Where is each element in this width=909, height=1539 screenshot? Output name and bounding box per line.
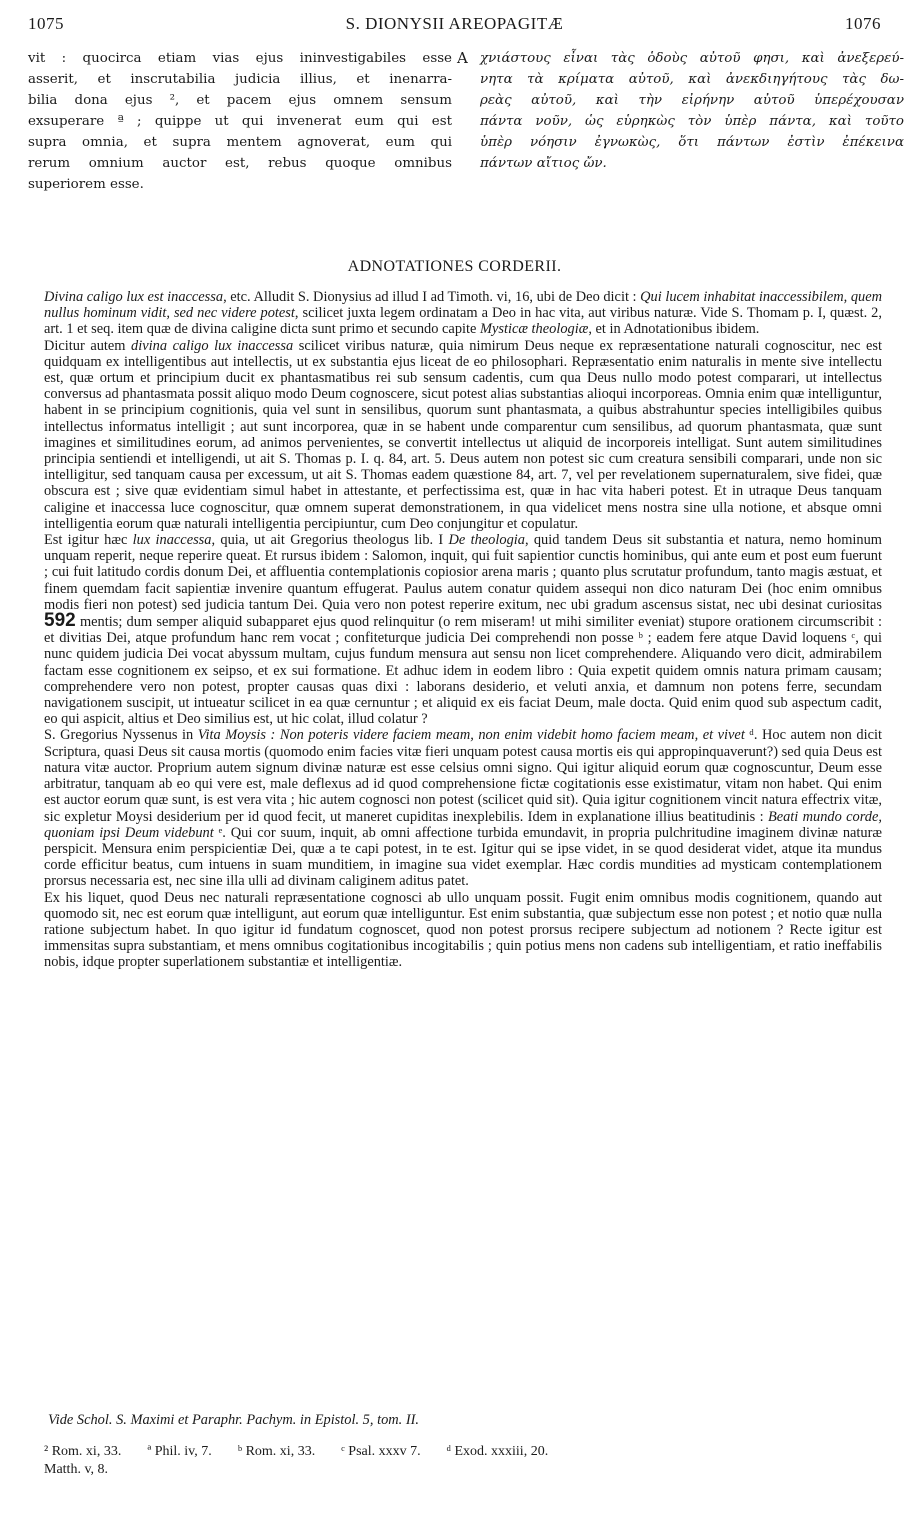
latin-line: superiorem esse. [28,177,144,192]
cross-reference-note: Vide Schol. S. Maximi et Paraphr. Pachym. in Epistol. 5, tom. II. [48,1412,420,1428]
latin-column [28,48,452,195]
annotation-paragraph [44,890,882,971]
greek-line: πάντα νοῦν, ὡς εὑρηκὼς τὸν ὑπὲρ πάντα, καὶ τοῦτο [480,114,904,129]
text-run: ᵉ. Qui cor suum, inquit, ab omni affectione turbida emundavit, in propria pulchritudine imaginem divinæ naturæ perspicit. Mensura enim perspicientiæ Dei, quæ a te capi potest, in te est. Igitur qui se ipse videt, in se quod desiderat videt, atque ita mundus corde efficitur beatus, cum intuens in suam munditiem, in imagine sua videt exemplar. Hæc cordis mundities ad mysticam contemplationem prorsus necessaria est, nec sine illa ulli ad divinam caliginem aditus patet. [44,824,882,890]
latin-line: vit : quocirca etiam vias ejus ininvestigabiles esse [28,51,452,66]
column-number-left: 1075 [28,14,64,33]
running-title: S. DIONYSII AREOPAGITÆ [345,14,564,33]
text-run: scilicet viribus naturæ, quia nimirum Deus neque ex repræsentatione naturali cognoscitur, nec est quidquam ex intelligentibus aut intellectis, ut ex substantia ejus liceat de eo philosophari. Repræsentatio enim naturalis in mente sive intellectu est, quæ ortum et principium ducit ex phantasmatibus rei sub sensum cadentis, cum qua Deus nullo modo potest comparari, ut intellectus conversus ad phantasmata possit aliquo modo Deum cognoscere, sicut potest alias substantias alioqui incorporeas. Omnia enim quæ intelliguntur, habent in se principium cognitionis, quia vel sunt in sensilibus, quorum sunt phantasmata, a quibus abstrahuntur species intelligibiles quibus intellectus informatus intelligit ; aut sunt incorporea, quæ in se habent unde comparentur cum sensilibus, ad quorum phantasmata, quæ sunt imagines et similitudines eorum, ad animos pervenientes, se convertit intellectus ut aliquid de incorporeis intelligat. Sunt autem similitudines principia sentiendi et intelligendi, ut ait S. Thomas p. I. q. 84, art. 5. Deus autem non potest sic cum creatura sensibili comparari, unde non sic intelligitur, sed tanquam causa per excessum, ut ait S. Thomas eadem quæstione 84, art. 7, vel per revelationem supernaturalem, sive fidei, quæ obscura est ; sive quæ evidentiam simul habet in attestante, et perfectissima est, quæ in hac vita haberi potest. Et in utraque Deus tanquam caligine et inaccessa luce cognoscitur, quæ omnem superat demonstrationem, in qua videlicet mens nostra sine ulla notione, et absque omni intelligentia eorum quæ naturali intelligentia percipiuntur, cum Deo conjungitur et copulatur. [44,337,882,532]
text-run: , etc. Alludit S. Dionysius ad illud I ad Timoth. vi, 16, ubi de Deo dicit : [223,289,641,305]
latin-line: exsuperare ª ; quippe ut qui invenerat eum qui est [28,114,452,129]
text-run: ᵈ. Hoc autem non dicit Scriptura, quasi Deus sit causa mortis (quomodo enim facies vitæ fieri unquam potest causa mortis eis qui appropinquaverunt?) sed quia Deus est natura vitæ auctor. Proprium autem signum divinæ naturæ est esse celsius omni signo. Qui igitur aliquid eorum quæ cognoscuntur, Deum esse arbitratur, tanquam ab eo qui vere est, male deflexus ad id quod comprehensione fictæ cogitationis esse existimatur, vitam non habet. Qui enim est auctor eorum quæ sunt, is est vera vita ; hic autem cognosci non potest (scilicet quid sit). Quia igitur cognitionem vincit natura effectrix vitæ, sic expletur Moysi desiderium per id quod fecit, ut maneret cupiditas inexplebilis. Idem in explanatione illius beatitudinis : [44,727,882,825]
running-header [28,14,881,40]
text-run: S. Gregorius Nyssenus in [44,727,198,744]
greek-line: ρεὰς αὐτοῦ, καὶ τὴν εἰρήνην αὐτοῦ ὑπερέχουσαν [480,93,904,108]
section-title: ADNOTATIONES CORDERII. [347,258,562,275]
latin-line: asserit, et inscrutabilia judicia illius, et inenarra- [28,72,452,87]
footnote: ² Rom. xi, 33. [44,1444,122,1459]
latin-line: supra omnia, et supra mentem agnoverat, eum qui [28,135,452,150]
annotation-paragraph [44,727,882,889]
footnote: ᶜ Psal. xxxv 7. [341,1444,421,1459]
parallel-text [28,48,904,218]
annotation-paragraph [44,338,882,532]
italic-citation: Mysticæ theologiæ [480,321,589,338]
column-number-right: 1076 [845,14,881,33]
text-run: mentis; dum semper aliquid subapparet ejus quod relinquitur (o rem miseram! ut mihi similiter eveniat) stupore orationem circumscribit : et divitias Dei, atque profundum hanc rem vocat ; confiteturque judicia Dei comprehendi non posse ᵇ ; eadem fere atque David loquens ᶜ, qui nunc quidem judicia Dei vocat abyssum multam, cujus fundum mensura aut sensu non licet comprehendere. Aliquando vero dicit, admirabilem factam esse cognitionem ex seipso, et ex sui formatione. Et adhuc idem in eodem libro : Quia expetit quidem omnis natura primam causam; comprehendere vero non potest, propter causas quas dixi : laborans desiderio, et veluti anxia, et damnum non potens ferre, secundam navigationem suscipit, ut intueatur scilicet in ea quæ cernuntur ; et aliquid ex eis faciat Deum, male docta. Quid enim quod sub aspectum cadit, eo qui aspicit, altius et Deo similius est, ut hic colat, illud colatur ? [44,614,882,728]
italic-citation: Qui lucem inhabitat inaccessibilem, quem nullus hominum vidit, sed nec videre potest [44,289,882,322]
annotations-body [44,289,882,971]
latin-line: rerum omnium auctor est, rebus quoque omnibus [28,156,452,171]
footnote: ᵇ Rom. xi, 33. [237,1444,316,1459]
page-marker: 592 [44,610,76,632]
annotation-paragraph [44,532,882,727]
greek-column [480,48,904,174]
text-run: , scilicet juxta legem ordinatam a Deo in hac vita, aut viribus naturæ. Vide S. Thomam p. I, quæst. 2, art. 1 et seq. item quæ de divina caligine dicta sunt primo et secundo capite [44,305,882,338]
italic-citation: De theologia [448,532,525,549]
text-run: Ex his liquet, quod Deus nec naturali repræsentatione cognosci ab ullo unquam possit. Fugit enim omnibus modis cognitionem, quando aut quomodo sit, nec est eorum quæ intelligunt, aut eorum quæ intelliguntur. Est enim substantia, quæ subjectum esse non potest ; et notio quæ nulla ratione subjectum habet. In quo igitur id fundatum cognoscet, quod non potest prorsus recipere subjectum ad notionem ? Recte igitur est immensitas supra substantiam, et mens omnibus cogitationibus incogitabilis ; quin potius mens non cadens sub intelligentiam, et ratio ineffabilis nobis, idque propter superlationem substantiæ et intelligentiæ. [44,889,882,971]
italic-citation: Beati mundo corde, quoniam ipsi Deum videbunt [44,808,882,841]
greek-line: νητα τὰ κρίματα αὐτοῦ, καὶ ἀνεκδιηγήτους τὰς δω- [480,72,904,87]
text-run: , quia, ut ait Gregorius theologus lib. I [211,532,449,549]
footnote: Matth. v, 8. [44,1462,109,1477]
latin-line: bilia dona ejus ², et pacem ejus omnem sensum [28,93,452,108]
footnote: ª Phil. iv, 7. [147,1444,212,1459]
italic-citation: Divina caligo lux est inaccessa [44,289,224,305]
annotation-paragraph [44,289,882,338]
text-run: Dicitur autem [44,337,132,354]
text-run: Est igitur hæc [44,532,133,549]
text-run: , quid tandem Deus sit substantia et natura, nemo hominum unquam reperit, neque reperire queat. Et rursus ibidem : Salomon, inquit, qui fuit sapientior cunctis hominibus, qui ante eum et post eum fuerunt ; cui fuit latitudo cordis donum Dei, et affluentia contemplationis copiosior arena maris ; quanto plus scrutatur profundum, tanto magis æstuat, et finem quemdam facit sapientiæ invenire quantum effugerat. Paulus autem conatur quidem assequi non dico naturam Dei (hoc enim omnibus modis fieri non potest) sed judicia tantum Dei. Quia vero non potest reperire exitum, nec ubi gradum ascensus sistat, nec ubi desinat curiositas [44,532,882,613]
greek-line: ὑπὲρ νόησιν ἐγνωκὼς, ὅτι πάντων ἐστὶν ἐπέκεινα [480,135,904,150]
text-run: , et in Adnotationibus ibidem. [588,321,760,338]
footnote: ᵈ Exod. xxxiii, 20. [446,1444,549,1459]
italic-citation: lux inaccessa [132,532,212,549]
column-marker: A [457,49,468,67]
greek-line: χνιάστους εἶναι τὰς ὁδοὺς αὐτοῦ φησι, καὶ ἀνεξερεύ- [480,51,904,66]
greek-line: πάντων αἴτιος ὤν. [480,156,607,171]
italic-citation: divina caligo lux inaccessa [131,337,294,354]
italic-citation: Vita Moysis : Non poteris videre faciem meam, non enim videbit homo faciem meam, et vivet [197,727,745,744]
footnotes [44,1443,884,1479]
